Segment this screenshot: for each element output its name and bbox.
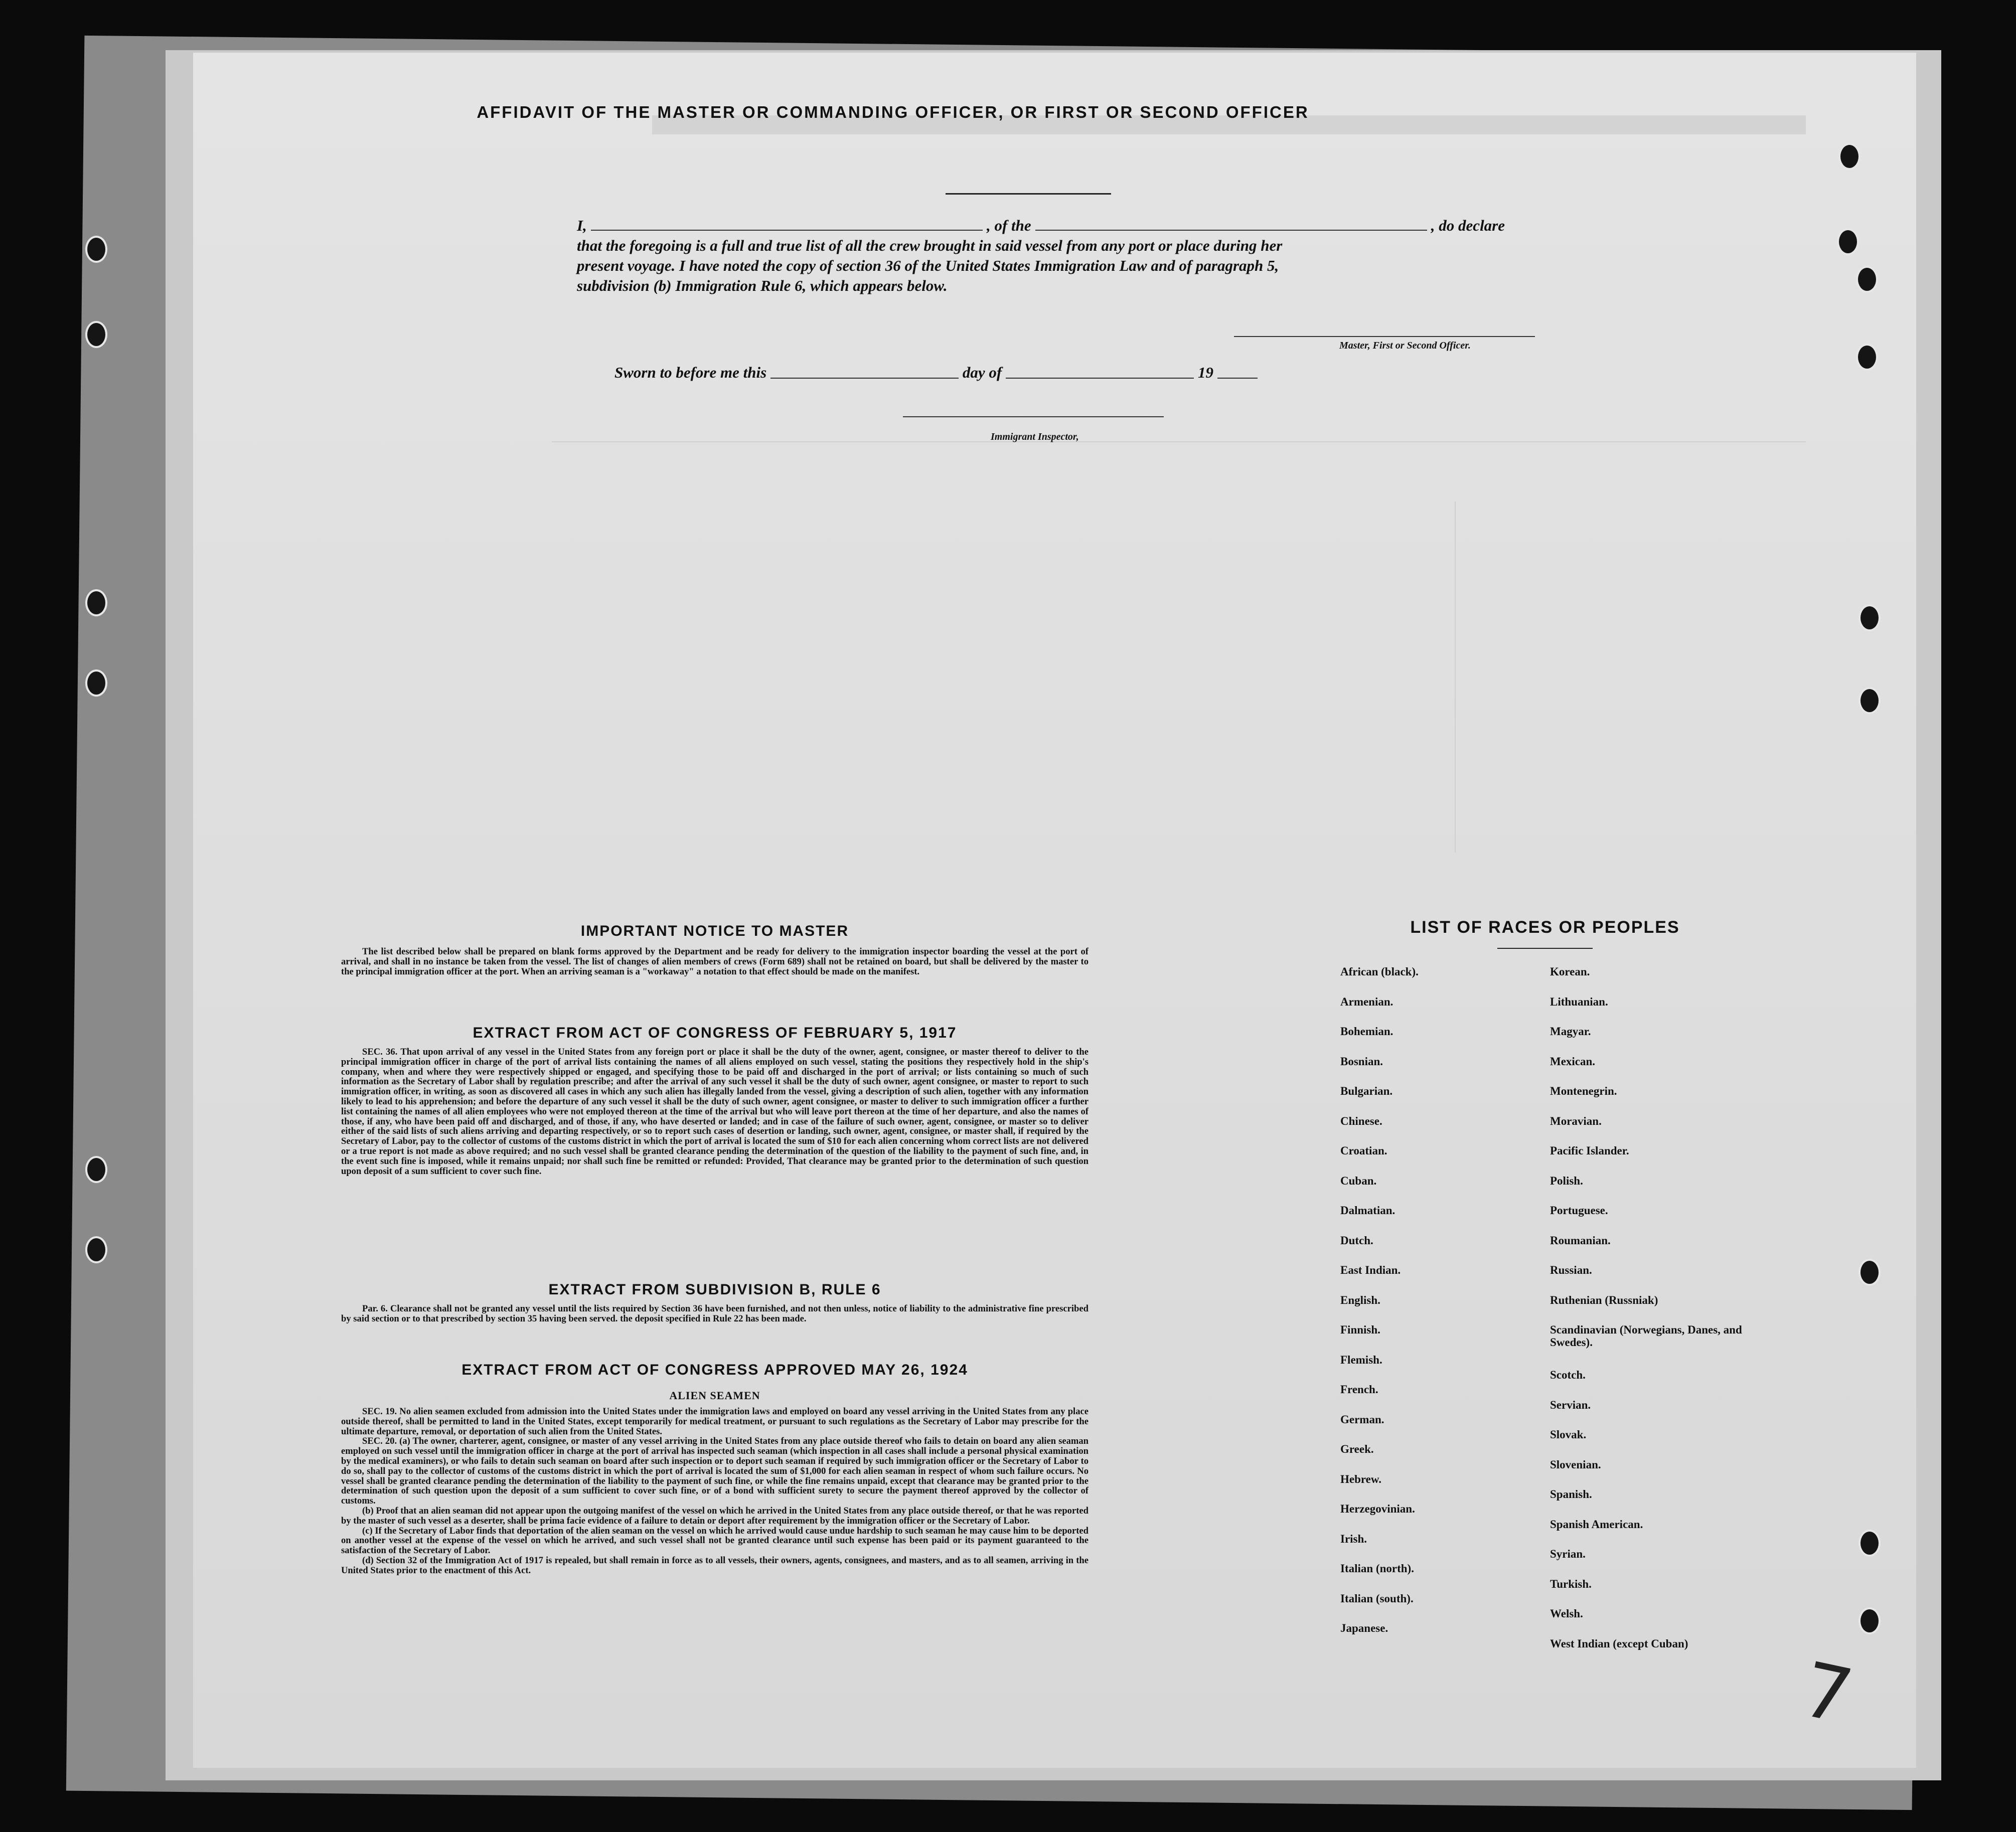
extract-1924-text [341, 1407, 1089, 1576]
name-blank[interactable] [591, 216, 983, 231]
section-20a-paragraph: SEC. 20. (a) The owner, charterer, agent, consignee, or master of any vessel arriving in the United States from any place outside thereof who fails to detain on board any alien seaman employed on such vessel until the immigration officer in charge at the port of arrival has inspected such seaman (which inspection in all cases shall include a personal physical examination by the medical examiners), or who fails to detain such seaman on board after such inspection or to deport such seaman if required by such immigration officer or the Secretary of Labor to do so, shall pay to the collector of customs of the customs district in which the port of arrival is located the sum of $1,000 for each alien seaman in respect of whom such failure occurs. No vessel shall be granted clearance pending the determination of the liability to the payment of such fine, or while the fine remains unpaid, except that clearance may be granted prior to the determination of such question upon the deposit of a sum sufficient to cover such fine, or of a bond with sufficient surety to secure the payment thereof approved by the collector of customs. [341, 1436, 1089, 1507]
day-of-text: day of [962, 364, 1002, 381]
race-item: Lithuanian. [1550, 995, 1608, 1008]
race-item: Spanish American. [1550, 1518, 1643, 1531]
year-blank[interactable] [1217, 378, 1258, 379]
race-item: Polish. [1550, 1174, 1583, 1187]
race-item: Turkish. [1550, 1577, 1592, 1590]
race-item: East Indian. [1340, 1264, 1401, 1276]
race-item: Chinese. [1340, 1114, 1382, 1127]
race-item: Mexican. [1550, 1055, 1596, 1068]
inspector-label: Immigrant Inspector, [991, 431, 1079, 442]
binder-hole [85, 236, 107, 263]
race-item: Slovenian. [1550, 1458, 1601, 1471]
race-item: French. [1340, 1383, 1378, 1396]
binder-hole [1858, 604, 1881, 631]
section-19-paragraph: SEC. 19. No alien seamen excluded from admission into the United States under the immigration laws and employed on board any vessel arriving in the United States from any place outside thereof, shall be permitted to land in the United States, except temporarily for medical treatment, or pursuant to such regulations as the Secretary of Labor may prescribe for the ultimate departure, removal, or deportation of such alien from the United States. [341, 1406, 1089, 1437]
section-20c-paragraph: (c) If the Secretary of Labor finds that deportation of the alien seaman on the vessel on which he arrived would cause undue hardship to such seaman he may cause him to be deported on another vessel at the expense of the vessel on which he arrived, and such vessel shall not be granted clearance until such expense has been paid or its payment guaranteed to the satisfaction of the Secretary of Labor. [341, 1525, 1089, 1556]
binder-hole [85, 589, 107, 616]
section-20d-paragraph: (d) Section 32 of the Immigration Act of 1917 is repealed, but shall remain in force as to all vessels, their owners, agents, consignees, and masters, and as to all seamen, arriving in the United States prior to the enactment of this Act. [341, 1555, 1089, 1576]
rule-6-paragraph: Par. 6. Clearance shall not be granted any vessel until the lists required by Section 36 have been furnished, and not then unless, notice of liability to the administrative fine prescribed by said section or to that prescribed by section 35 having been served. the deposit specified in Rule 22 has been made. [341, 1303, 1089, 1324]
race-item: Portuguese. [1550, 1204, 1608, 1217]
do-declare-text: , do declare [1431, 217, 1505, 234]
races-title-underline [1497, 948, 1593, 949]
race-item: Bulgarian. [1340, 1085, 1393, 1097]
race-item: Roumanian. [1550, 1234, 1611, 1247]
race-item: Bohemian. [1340, 1025, 1393, 1038]
race-item: Greek. [1340, 1443, 1374, 1455]
race-item: Italian (north). [1340, 1562, 1414, 1575]
affidavit-line: present voyage. I have noted the copy of section 36 of the United States Immigration Law and of paragraph 5, [577, 257, 1279, 274]
notice-text [341, 947, 1089, 976]
race-item: Magyar. [1550, 1025, 1591, 1038]
race-item: Irish. [1340, 1532, 1367, 1545]
declarant-prefix: I, [577, 217, 587, 234]
race-item: Slovak. [1550, 1428, 1587, 1441]
binder-hole [1837, 228, 1859, 255]
binder-hole [1858, 1607, 1881, 1634]
race-item: Finnish. [1340, 1323, 1380, 1336]
day-blank[interactable] [770, 378, 959, 379]
section-20b-paragraph: (b) Proof that an alien seaman did not appear upon the outgoing manifest of the vessel on which he arrived in the United States from any place outside thereof, or that he was reported by the master of such vessel as a deserter, shall be prima facie evidence of a failure to detain or deport after requirement by the immigration officer or the Secretary of Labor. [341, 1505, 1089, 1526]
binder-hole [1858, 687, 1881, 714]
section-36-paragraph: SEC. 36. That upon arrival of any vessel in the United States from any foreign port or place it shall be the duty of the owner, agent, consignee, or master thereof to deliver to the principal immigration officer in charge of the port of arrival lists containing the names of all aliens employed on such vessel, stating the positions they respectively hold in the ship's company, when and where they were respectively shipped or engaged, and specifying those to be paid off and discharged in the port of arrival; or lists containing so much of such information as the Secretary of Labor shall by regulation prescribe; and after the arrival of any such vessel it shall be the duty of such owner, agent consignee, or master to report to such immigration officer, in writing, as soon as discovered all cases in which any such alien has illegally landed from the vessel, giving a description of such alien, together with any information likely to lead to his apprehension; and before the departure of any such vessel it shall be the duty of such owner, agent consignee, or master to deliver to such immigration officer a further list containing the names of all alien employees who were not employed thereon at the time of the arrival but who will leave port thereon at the time of her departure, and also the names of those, if any, who have been paid off and discharged, and of those, if any, who have deserted or landed; and in case of the failure of such owner, agent, consignee, or master so to deliver either of the said lists of such aliens arriving and departing respectively, or so to report such cases of desertion or landing, such owner, agent, consignee, or master shall, if required by the Secretary of Labor, pay to the collector of customs of the customs district in which the port of arrival is located the sum of $10 for each alien concerning whom correct lists are not delivered or a true report is not made as above required; and no such vessel shall be granted clearance pending the determination of the question of the liability to the payment of such fine, and, in the event such fine is imposed, while it remains unpaid; nor shall such fine be remitted or refunded: Provided, That clearance may be granted prior to the determination of such question upon deposit of a sum sufficient to cover such fine. [341, 1047, 1089, 1177]
notice-title: IMPORTANT NOTICE TO MASTER [580, 923, 849, 939]
binder-hole [85, 670, 107, 697]
race-item: Ruthenian (Russniak) [1550, 1293, 1658, 1306]
of-the-text: , of the [986, 217, 1031, 234]
race-item: Bosnian. [1340, 1055, 1383, 1068]
affidavit-title: AFFIDAVIT OF THE MASTER OR COMMANDING OFFICER, OR FIRST OR SECOND OFFICER [477, 103, 1309, 121]
race-item: Welsh. [1550, 1607, 1583, 1620]
binder-hole [85, 1236, 107, 1263]
extract-1917-text [341, 1047, 1089, 1176]
master-signature-label: Master, First or Second Officer. [1339, 340, 1471, 351]
affidavit-line: subdivision (b) Immigration Rule 6, which appears below. [577, 277, 948, 294]
affidavit-line: that the foregoing is a full and true list of all the crew brought in said vessel from any port or place during her [577, 237, 1283, 254]
race-item: Dutch. [1340, 1234, 1373, 1247]
month-blank[interactable] [1006, 378, 1194, 379]
vessel-blank[interactable] [1035, 216, 1427, 231]
race-item: African (black). [1340, 965, 1419, 978]
handwritten-page-number: 7 [1794, 1645, 1860, 1742]
year-prefix: 19 [1198, 364, 1213, 381]
race-item: Croatian. [1340, 1144, 1387, 1157]
binder-hole [1858, 1530, 1881, 1557]
title-underline [946, 193, 1111, 195]
race-item: Pacific Islander. [1550, 1144, 1629, 1157]
binder-hole [1856, 344, 1878, 371]
race-item: Moravian. [1550, 1114, 1602, 1127]
extract-1924-title: EXTRACT FROM ACT OF CONGRESS APPROVED MAY 26, 1924 [461, 1362, 968, 1378]
binder-hole [1856, 266, 1878, 293]
inspector-signature-line[interactable] [903, 416, 1164, 417]
race-item: West Indian (except Cuban) [1550, 1637, 1688, 1650]
race-item: Montenegrin. [1550, 1085, 1617, 1097]
sworn-line [614, 364, 1262, 382]
race-item: Flemish. [1340, 1353, 1382, 1366]
master-signature-line[interactable] [1234, 336, 1535, 337]
notice-paragraph: The list described below shall be prepared on blank forms approved by the Department and be ready for delivery to the immigration inspector boarding the vessel at the port of arrival, and shall in no instance be taken from the vessel. The list of changes of alien members of crews (Form 689) shall not be retained on board, but shall be delivered by the master to the principal immigration officer at the port. When an arriving seaman is a "workaway" a notation to that effect should be made on the manifest. [341, 946, 1089, 977]
race-item: Syrian. [1550, 1548, 1586, 1560]
alien-seamen-subtitle: ALIEN SEAMEN [669, 1389, 760, 1402]
declaration-line [577, 216, 1505, 236]
bleed-through-mark [1455, 502, 1807, 853]
extract-1917-title: EXTRACT FROM ACT OF CONGRESS OF FEBRUARY 5, 1917 [473, 1025, 957, 1041]
affidavit-body [577, 216, 1505, 296]
sworn-text: Sworn to before me this [614, 364, 767, 381]
race-item: Italian (south). [1340, 1592, 1414, 1605]
binder-hole [85, 1156, 107, 1183]
races-title: LIST OF RACES OR PEOPLES [1410, 918, 1680, 937]
race-item: German. [1340, 1413, 1384, 1426]
binder-hole [85, 321, 107, 348]
rule-6-title: EXTRACT FROM SUBDIVISION B, RULE 6 [548, 1281, 881, 1298]
race-item: Spanish. [1550, 1488, 1592, 1501]
race-item: Hebrew. [1340, 1472, 1381, 1485]
race-item: Scotch. [1550, 1369, 1586, 1381]
binder-hole [1858, 1259, 1881, 1286]
race-item: Dalmatian. [1340, 1204, 1395, 1217]
race-item: Servian. [1550, 1398, 1591, 1411]
race-item: English. [1340, 1293, 1380, 1306]
race-item: Scandinavian (Norwegians, Danes, and Swedes). [1550, 1323, 1742, 1349]
race-item: Russian. [1550, 1264, 1592, 1276]
race-item: Herzegovinian. [1340, 1503, 1415, 1515]
binder-hole [1838, 143, 1860, 170]
race-item: Korean. [1550, 965, 1590, 978]
bleed-through-mark [552, 441, 1806, 442]
race-item: Armenian. [1340, 995, 1393, 1008]
race-item: Japanese. [1340, 1622, 1388, 1634]
rule-6-text [341, 1304, 1089, 1324]
race-item: Cuban. [1340, 1174, 1377, 1187]
